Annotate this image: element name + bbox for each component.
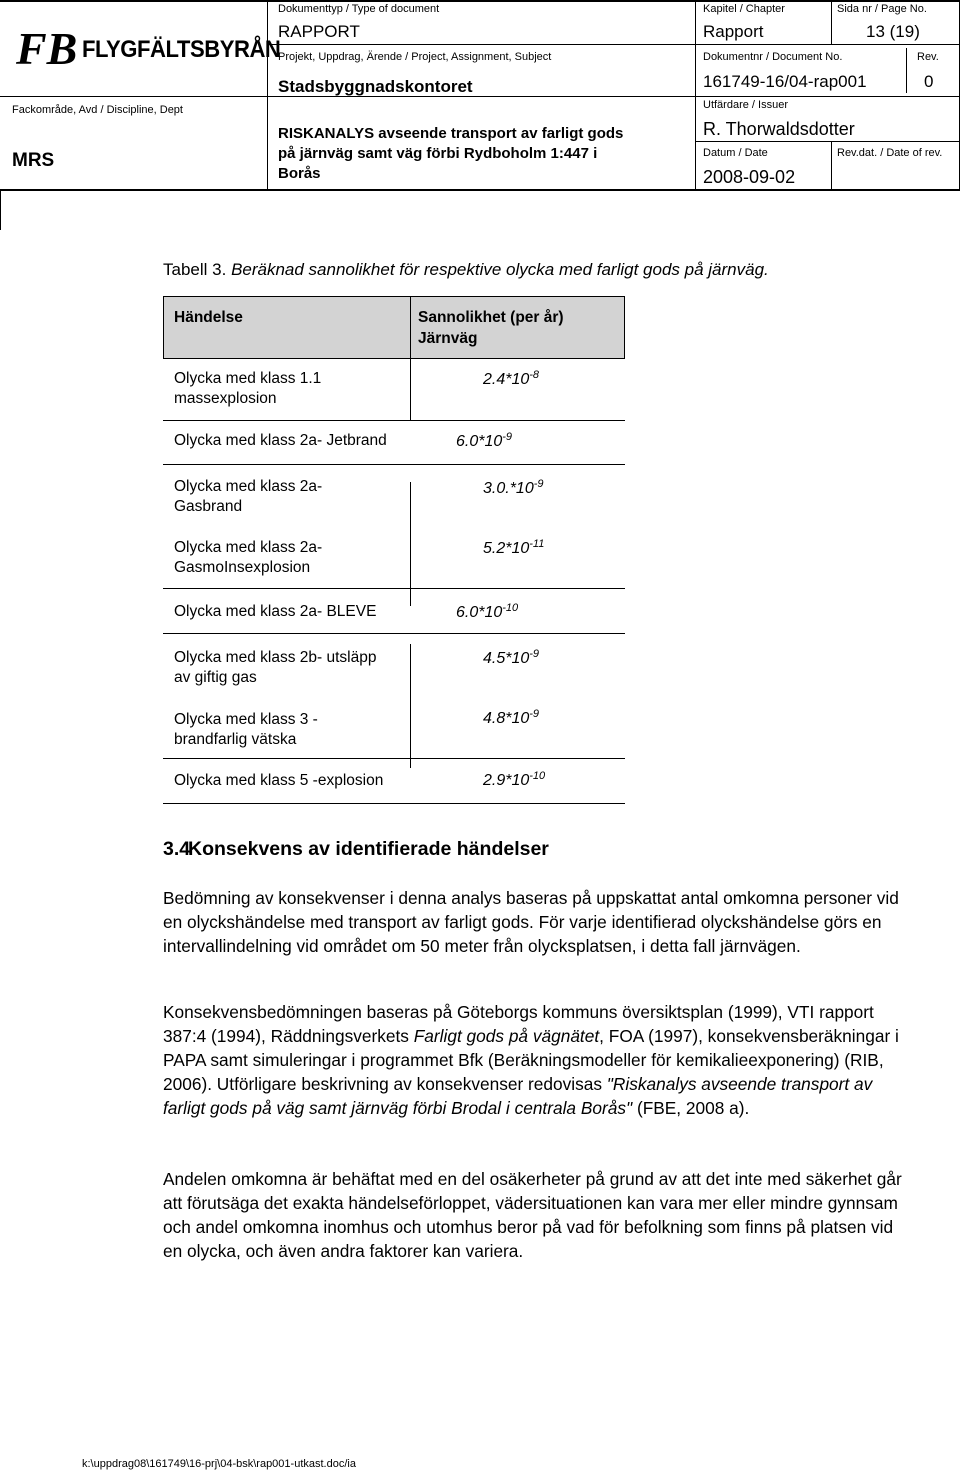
page-value: 13 (19)	[866, 22, 920, 41]
row-event-2: Olycka med klass 2a- Jetbrand	[174, 432, 387, 449]
row-event-4b: GasmoInsexplosion	[174, 559, 311, 576]
paragraph-3: Andelen omkomna är behäftat med en del osäkerheter på grund av att det inte med säkerhet går att förutsäga det exakta händelseförloppet, vädersituationen kan vara mer eller mindre gynnsam och andel omkomna inomhus och utomhus beror på vad för befolkning som finns på platsen vid en olycka, och även andra faktorer kan variera.	[163, 1169, 902, 1261]
revdate-label: Rev.dat. / Date of rev.	[837, 147, 943, 159]
issuer-value: R. Thorwaldsdotter	[703, 119, 855, 139]
client-name: Stadsbyggnadskontoret	[278, 77, 473, 96]
subject-line-2: på järnväg samt väg förbi Rydboholm 1:447 i	[278, 145, 598, 162]
row-event-3a: Olycka med klass 2a-	[174, 478, 323, 495]
row-value-4: $5.2*10^{-11}$	[483, 538, 545, 557]
docnr-label: Dokumentnr / Document No.	[703, 51, 843, 63]
row-event-7b: brandfarlig vätska	[174, 731, 297, 748]
fb-logo-icon	[14, 22, 86, 72]
subject-line-3: Borås	[278, 165, 321, 182]
row-event-1a: Olycka med klass 1.1	[174, 370, 322, 387]
discipline-label: Fackområde, Avd / Discipline, Dept	[12, 104, 183, 116]
row-value-8: $2.9*10^{-10}$	[483, 770, 546, 789]
doc-type-label: Dokumenttyp / Type of document	[278, 3, 440, 15]
row-value-3: $3.0.*10^{-9}$	[483, 478, 544, 497]
paragraph-1: Bedömning av konsekvenser i denna analys baseras på uppskattat antal omkomna personer vid en olyckshändelse med transport av farligt gods. För varje identifierad olyckshändelse görs en intervallindelning vid området om 50 meter från olycksplatsen, i detta fall järnvägen.	[163, 888, 899, 956]
table-caption-label: Tabell 3.	[163, 260, 227, 279]
document-header	[0, 0, 960, 190]
row-event-4a: Olycka med klass 2a-	[174, 539, 323, 556]
row-event-1b: massexplosion	[174, 390, 277, 407]
footer-file-path: k:\uppdrag08\161749\16-prj\04-bsk\rap001-utkast.doc/ia	[82, 1458, 356, 1470]
date-label: Datum / Date	[703, 147, 768, 159]
rev-label: Rev.	[917, 51, 939, 63]
row-value-2: $6.0*10^{-9}$	[456, 431, 513, 450]
row-value-6: $4.5*10^{-9}$	[483, 648, 540, 667]
subject-line-1: RISKANALYS avseende transport av farligt gods	[278, 125, 624, 142]
page-label: Sida nr / Page No.	[837, 3, 927, 15]
header-event: Händelse	[174, 309, 243, 326]
issuer-label: Utfärdare / Issuer	[703, 99, 788, 111]
table-caption-text: Beräknad sannolikhet för respektive olycka med farligt gods på järnväg.	[231, 260, 769, 279]
row-event-8: Olycka med klass 5 -explosion	[174, 772, 384, 789]
chapter-label: Kapitel / Chapter	[703, 3, 785, 15]
doc-type-value: RAPPORT	[278, 22, 360, 41]
table-caption	[163, 260, 769, 280]
row-event-6a: Olycka med klass 2b- utsläpp	[174, 649, 377, 666]
row-value-1: $2.4*10^{-8}$	[483, 369, 540, 388]
row-event-3b: Gasbrand	[174, 498, 243, 515]
paragraph-2: Konsekvensbedömningen baseras på Göteborgs kommuns översiktsplan (1999), VTI rapport 387:4 (1994), Räddningsverkets Farligt gods på vägnätet, FOA (1997), konsekvensberäkningar i PAPA samt simuleringar i programmet Bfk (Beräkningsmodeller för kemikalieexponering) (RIB, 2006). Utförligare beskrivning av konsekvenser redovisas "Riskanalys avseende transport av farligt gods på väg samt järnväg förbi Brodal i centrala Borås" (FBE, 2008 a).	[163, 1002, 899, 1118]
header-railway: Järnväg	[418, 330, 478, 347]
row-event-7a: Olycka med klass 3 -	[174, 711, 318, 728]
section-title: Konsekvens av identifierade händelser	[188, 838, 549, 860]
logo-letters: FB	[16, 23, 78, 72]
section-number: 3.4	[163, 838, 191, 860]
row-event-5: Olycka med klass 2a- BLEVE	[174, 603, 377, 620]
row-value-5: $6.0*10^{-10}$	[456, 602, 519, 621]
docnr-value: 161749-16/04-rap001	[703, 72, 867, 91]
discipline-value: MRS	[12, 150, 55, 171]
chapter-value: Rapport	[703, 22, 764, 41]
project-label: Projekt, Uppdrag, Ärende / Project, Assignment, Subject	[278, 51, 552, 63]
rev-value: 0	[924, 72, 934, 91]
row-event-6b: av giftig gas	[174, 669, 257, 686]
header-probability: Sannolikhet (per år)	[418, 309, 564, 326]
row-value-7: $4.8*10^{-9}$	[483, 708, 540, 727]
logo-name: FLYGFÄLTSBYRÅN	[82, 36, 281, 63]
date-value: 2008-09-02	[703, 167, 796, 187]
